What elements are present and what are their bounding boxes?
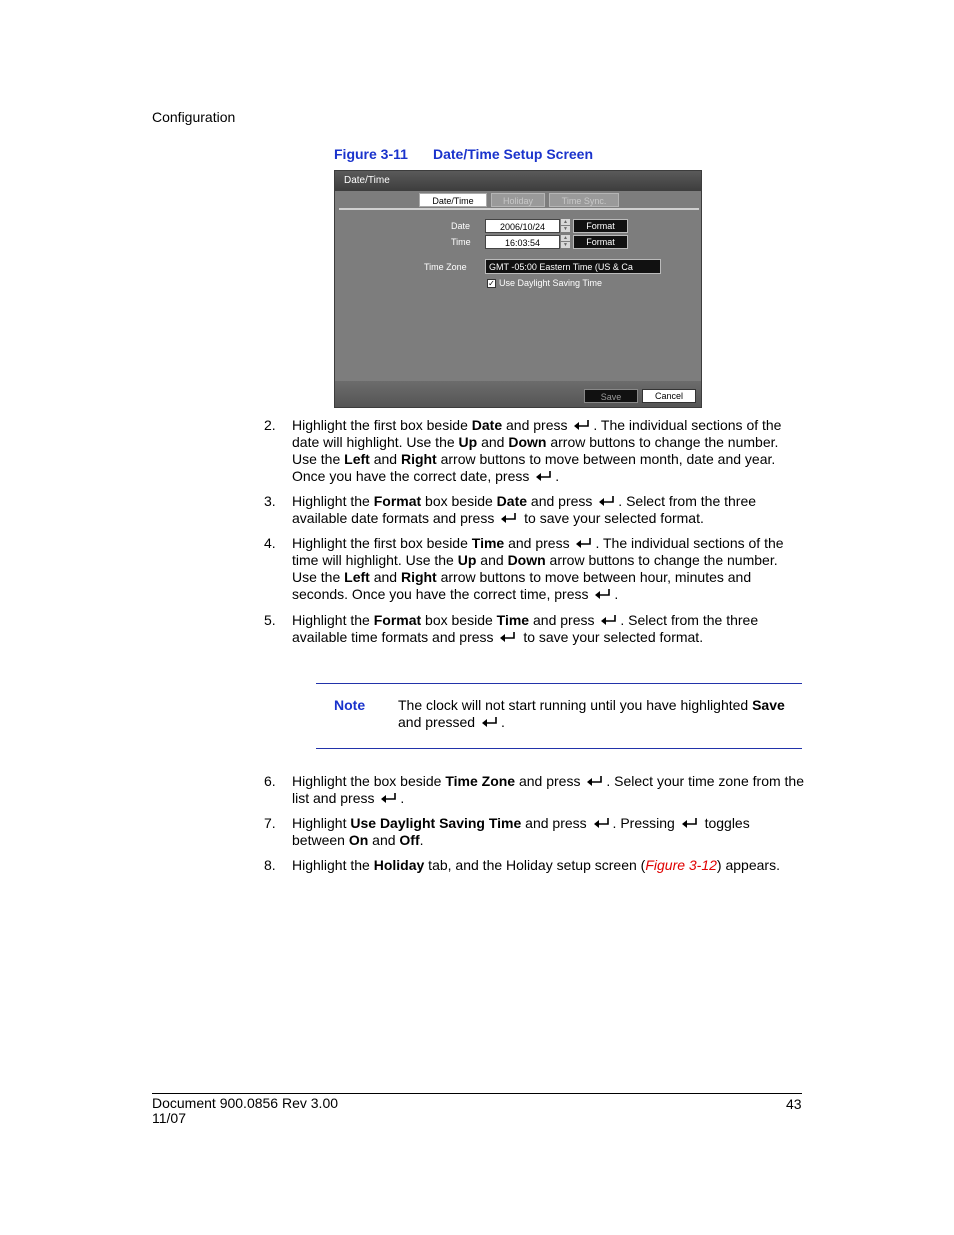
bold-term: Right — [400, 569, 437, 585]
tab-divider — [339, 208, 699, 210]
bold-term: Down — [508, 434, 547, 450]
dst-checkbox[interactable]: ✓ — [488, 279, 495, 288]
step-number: 8. — [264, 857, 276, 873]
bold-term: Format — [373, 612, 422, 628]
step-number: 2. — [264, 417, 276, 433]
cancel-button[interactable]: Cancel — [642, 389, 696, 403]
text-run: . The individual sections of the time will highlight. Use the — [292, 535, 784, 568]
page-number: 43 — [786, 1096, 802, 1112]
text-run: arrow buttons to change the number. Use the — [292, 434, 779, 467]
note-top-rule — [316, 683, 802, 684]
step-text — [292, 815, 804, 849]
text-run: to save your selected format. — [519, 629, 704, 645]
time-spinner[interactable] — [561, 235, 570, 249]
screen-window-title: Date/Time — [335, 171, 701, 191]
text-run: and press — [504, 535, 574, 551]
date-spinner[interactable] — [561, 219, 570, 233]
text-run: Highlight the — [292, 612, 374, 628]
enter-key-icon — [592, 586, 614, 602]
spin-up-icon[interactable]: ▲ — [561, 219, 570, 225]
footer-rule — [152, 1093, 802, 1094]
text-run: . — [555, 468, 560, 484]
timezone-label: Time Zone — [424, 262, 467, 272]
text-run: . Select from the three available date formats and press — [292, 493, 757, 526]
bold-term: Date — [471, 417, 503, 433]
text-run: . — [500, 714, 505, 730]
step-text — [292, 773, 804, 807]
step-number: 6. — [264, 773, 276, 789]
date-field[interactable]: 2006/10/24 — [485, 219, 560, 233]
text-run: Highlight the — [292, 857, 374, 873]
text-run: ) appears. — [716, 857, 780, 873]
enter-key-icon — [596, 493, 618, 509]
step-7 — [264, 815, 804, 849]
text-run: and pressed — [398, 714, 479, 730]
document-number: Document 900.0856 Rev 3.00 — [152, 1095, 339, 1111]
text-run: and — [476, 552, 508, 568]
spin-down-icon[interactable]: ▼ — [561, 226, 570, 232]
step-text — [292, 493, 804, 527]
figure-title: Date/Time Setup Screen — [433, 146, 594, 162]
tab-holiday[interactable]: Holiday — [491, 193, 545, 207]
step-6 — [264, 773, 804, 807]
note-label: Note — [334, 697, 366, 713]
step-text — [292, 417, 804, 485]
text-run: . — [400, 790, 405, 806]
text-run: arrow buttons to move between month, date and year. Once you have the correct date, press — [292, 451, 776, 484]
bold-term: Right — [400, 451, 437, 467]
spin-down-icon[interactable]: ▼ — [561, 242, 570, 248]
time-field[interactable]: 16:03:54 — [485, 235, 560, 249]
bold-term: Holiday — [373, 857, 425, 873]
enter-key-icon — [584, 773, 606, 789]
figure-caption — [334, 146, 593, 162]
tab-time-sync[interactable]: Time Sync. — [549, 193, 619, 207]
step-8 — [264, 857, 804, 874]
step-number: 3. — [264, 493, 276, 509]
text-run: . Pressing — [612, 815, 679, 831]
text-run: Highlight the first box beside — [292, 535, 472, 551]
bold-term: Time — [471, 535, 505, 551]
date-label: Date — [451, 221, 471, 231]
enter-key-icon — [378, 790, 400, 806]
timezone-select[interactable]: GMT -05:00 Eastern Time (US & Ca — [485, 259, 661, 274]
text-run: . The individual sections of the date will highlight. Use the — [292, 417, 782, 450]
text-run: . Select your time zone from the list and press — [292, 773, 804, 806]
text-run: box beside — [421, 493, 497, 509]
text-run: . — [614, 586, 619, 602]
enter-key-icon — [497, 629, 519, 645]
step-number: 7. — [264, 815, 276, 831]
text-run: The clock will not start running until you have highlighted — [398, 697, 753, 713]
bold-term: On — [348, 832, 369, 848]
text-run: and — [369, 569, 401, 585]
save-button[interactable]: Save — [584, 389, 638, 403]
date-format-button[interactable]: Format — [573, 219, 628, 233]
bold-term: Down — [507, 552, 546, 568]
text-run: . Select from the three available time formats and press — [292, 612, 759, 645]
bold-term: Up — [458, 434, 478, 450]
text-run: toggles between — [292, 815, 750, 848]
step-number: 5. — [264, 612, 276, 628]
spin-up-icon[interactable]: ▲ — [561, 235, 570, 241]
bold-term: Format — [373, 493, 422, 509]
enter-key-icon — [498, 510, 520, 526]
step-text — [292, 612, 804, 646]
bold-term: Time — [496, 612, 530, 628]
bold-term: Left — [344, 451, 370, 467]
step-5 — [264, 612, 804, 646]
enter-key-icon — [591, 815, 613, 831]
bold-term: Time Zone — [445, 773, 516, 789]
text-run: box beside — [421, 612, 497, 628]
figure-number: Figure 3-11 — [334, 146, 408, 162]
text-run: and press — [529, 612, 599, 628]
step-text — [292, 857, 804, 874]
bold-term: Up — [457, 552, 477, 568]
text-run: to save your selected format. — [520, 510, 704, 526]
step-2 — [264, 417, 804, 485]
enter-key-icon — [598, 612, 620, 628]
enter-key-icon — [533, 468, 555, 484]
text-run: and — [477, 434, 509, 450]
text-run: Highlight — [292, 815, 351, 831]
enter-key-icon — [679, 815, 701, 831]
time-label: Time — [451, 237, 471, 247]
document-date: 11/07 — [152, 1110, 186, 1126]
text-run: Highlight the first box beside — [292, 417, 472, 433]
step-3 — [264, 493, 804, 527]
note-text — [398, 697, 798, 731]
enter-key-icon — [479, 714, 501, 730]
text-run: and press — [521, 815, 591, 831]
text-run: arrow buttons to move between hour, minutes and seconds. Once you have the correct time, press — [292, 569, 752, 602]
note-bottom-rule — [316, 748, 802, 749]
bold-term: Date — [496, 493, 528, 509]
text-run: Highlight the — [292, 493, 374, 509]
bold-term: Off — [399, 832, 420, 848]
dst-label: Use Daylight Saving Time — [499, 278, 603, 288]
text-run: and press — [527, 493, 597, 509]
text-run: and press — [515, 773, 585, 789]
step-number: 4. — [264, 535, 276, 551]
step-4 — [264, 535, 804, 603]
time-format-button[interactable]: Format — [573, 235, 628, 249]
bold-term: Use Daylight Saving Time — [350, 815, 522, 831]
figure-link[interactable]: Figure 3-12 — [645, 857, 717, 873]
text-run: and — [369, 451, 401, 467]
text-run: tab, and the Holiday setup screen ( — [424, 857, 646, 873]
bold-term: Save — [752, 697, 785, 713]
footer-document — [152, 1096, 338, 1126]
text-run: arrow buttons to change the number. Use the — [292, 552, 778, 585]
bold-term: Left — [344, 569, 370, 585]
enter-key-icon — [571, 417, 593, 433]
text-run: Highlight the box beside — [292, 773, 446, 789]
tab-date-time[interactable]: Date/Time — [419, 193, 487, 207]
step-text — [292, 535, 804, 603]
enter-key-icon — [573, 535, 595, 551]
datetime-setup-screen — [334, 170, 702, 408]
section-header: Configuration — [152, 109, 236, 125]
text-run: and — [368, 832, 400, 848]
text-run: and press — [502, 417, 572, 433]
text-run: . — [419, 832, 424, 848]
